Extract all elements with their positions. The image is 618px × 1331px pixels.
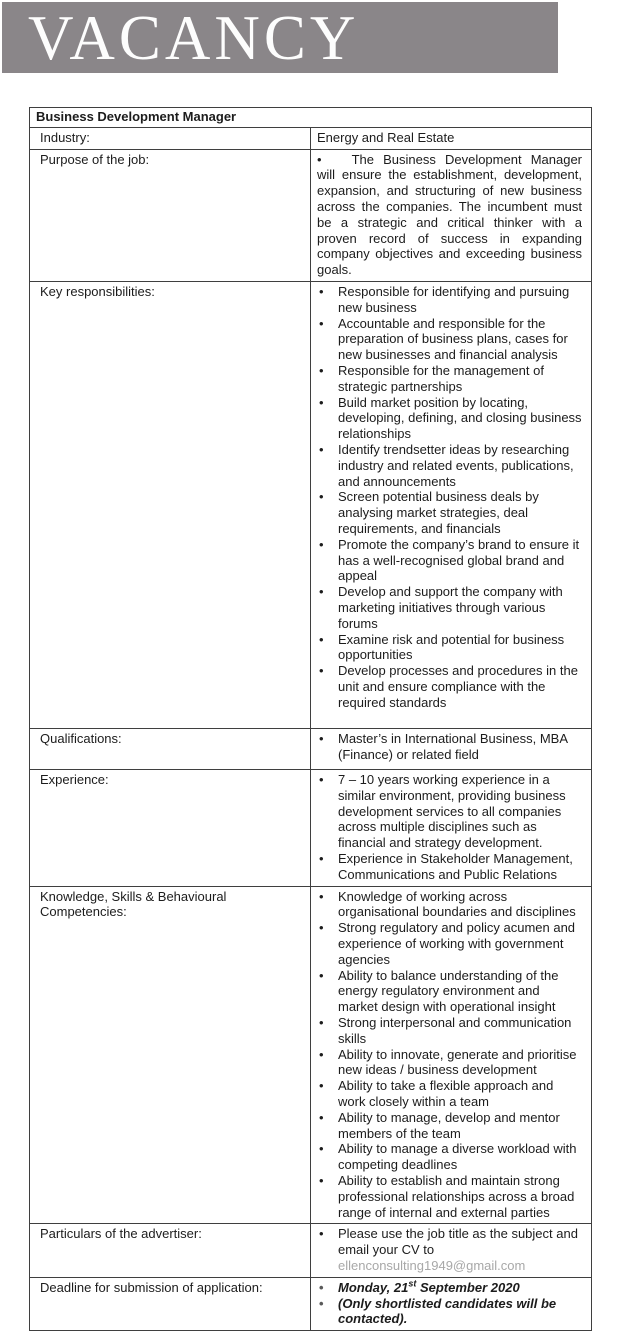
date-ordinal: st [408, 1278, 417, 1289]
row-label: Deadline for submission of application: [30, 1277, 311, 1330]
bullet-list [317, 1280, 582, 1327]
row-label: Qualifications: [30, 729, 311, 770]
row-content [311, 1277, 592, 1330]
row-label: Industry: [30, 127, 311, 149]
table-title-row [30, 108, 592, 128]
row-content [311, 281, 592, 729]
bullet-item: • Ability to take a flexible approach and work closely within a team [317, 1078, 582, 1110]
email-link[interactable]: ellenconsulting1949@gmail.com [338, 1257, 526, 1273]
purpose-paragraph [317, 152, 582, 278]
row-content [311, 1224, 592, 1277]
bullet-item: • Please use the job title as the subject and email your CV to ellenconsulting1949@gmail.com [317, 1226, 582, 1273]
job-title: Business Development Manager [30, 108, 592, 128]
row-content: Energy and Real Estate [311, 127, 592, 149]
vacancy-banner [2, 2, 558, 73]
bullet-item: • Build market position by locating, developing, defining, and closing business relationships [317, 395, 582, 442]
row-content [311, 729, 592, 770]
bullet-item: • Strong interpersonal and communication skills [317, 1015, 582, 1047]
bullet-item: • Ability to innovate, generate and prioritise new ideas / business development [317, 1047, 582, 1079]
bullet-item: • Screen potential business deals by analysing market strategies, deal requirements, and financials [317, 489, 582, 536]
deadline-date [317, 1280, 582, 1296]
banner-title: VACANCY [28, 3, 360, 73]
bullet-item: • Examine risk and potential for business opportunities [317, 632, 582, 664]
bullet-item: • Ability to balance understanding of the energy regulatory environment and market design with operational insight [317, 968, 582, 1015]
bullet-item: • Develop processes and procedures in the unit and ensure compliance with the required standards [317, 663, 582, 710]
row-content [311, 886, 592, 1224]
table-row-qualifications [30, 729, 592, 770]
table-row-knowledge-skills-behavioural-competencies [30, 886, 592, 1224]
row-content [311, 770, 592, 887]
bullet-list [317, 1226, 582, 1273]
table-row-key-responsibilities [30, 281, 592, 729]
bullet-item: • Experience in Stakeholder Management, Communications and Public Relations [317, 851, 582, 883]
row-label: Particulars of the advertiser: [30, 1224, 311, 1277]
bullet-item: • Ability to manage a diverse workload with competing deadlines [317, 1141, 582, 1173]
bullet-item: • Ability to manage, develop and mentor members of the team [317, 1110, 582, 1142]
bullet-glyph: • [317, 151, 322, 167]
bullet-list [317, 731, 582, 763]
bullet-item: • Responsible for identifying and pursuing new business [317, 284, 582, 316]
bullet-item: • Identify trendsetter ideas by researching industry and related events, publications, and announcements [317, 442, 582, 489]
bullet-list [317, 284, 582, 711]
vacancy-table-body [30, 108, 592, 1331]
bullet-item: • Strong regulatory and policy acumen and experience of working with government agencies [317, 920, 582, 967]
row-label: Purpose of the job: [30, 149, 311, 281]
bullet-item: • Develop and support the company with marketing initiatives through various forums [317, 584, 582, 631]
row-label: Key responsibilities: [30, 281, 311, 729]
bullet-list [317, 772, 582, 883]
table-row-deadline-for-submission-of-application [30, 1277, 592, 1330]
row-label: Experience: [30, 770, 311, 887]
bullet-item: • Master’s in International Business, MBA (Finance) or related field [317, 731, 582, 763]
bullet-item: • Accountable and responsible for the preparation of business plans, cases for new businesses and financial analysis [317, 316, 582, 363]
bullet-item: • Ability to establish and maintain strong professional relationships across a broad range of internal and external parties [317, 1173, 582, 1220]
purpose-text: The Business Development Manager will ensure the establishment, development, expansion, and structuring of new business across the companies. The incumbent must be a strategic and critical thinker with a proven record of success in expanding company objectives and exceeding business goals. [317, 151, 582, 278]
bullet-item: • Promote the company’s brand to ensure it has a well-recognised global brand and appeal [317, 537, 582, 584]
row-label: Knowledge, Skills & Behavioural Competencies: [30, 886, 311, 1224]
date-post: September 2020 [416, 1279, 520, 1295]
bullet-list [317, 889, 582, 1221]
bullet-item: • Knowledge of working across organisational boundaries and disciplines [317, 889, 582, 921]
table-row-industry [30, 127, 592, 149]
table-row-experience [30, 770, 592, 887]
row-content [311, 149, 592, 281]
date-pre: Monday, 21 [338, 1279, 409, 1295]
bullet-item: • Responsible for the management of strategic partnerships [317, 363, 582, 395]
table-row-purpose-of-the-job [30, 149, 592, 281]
bullet-item: • 7 – 10 years working experience in a similar environment, providing business development services to all companies across multiple disciplines such as financial and strategy development. [317, 772, 582, 851]
deadline-note: • (Only shortlisted candidates will be contacted). [317, 1296, 582, 1328]
table-row-particulars-of-the-advertiser [30, 1224, 592, 1277]
vacancy-table [29, 107, 592, 1331]
